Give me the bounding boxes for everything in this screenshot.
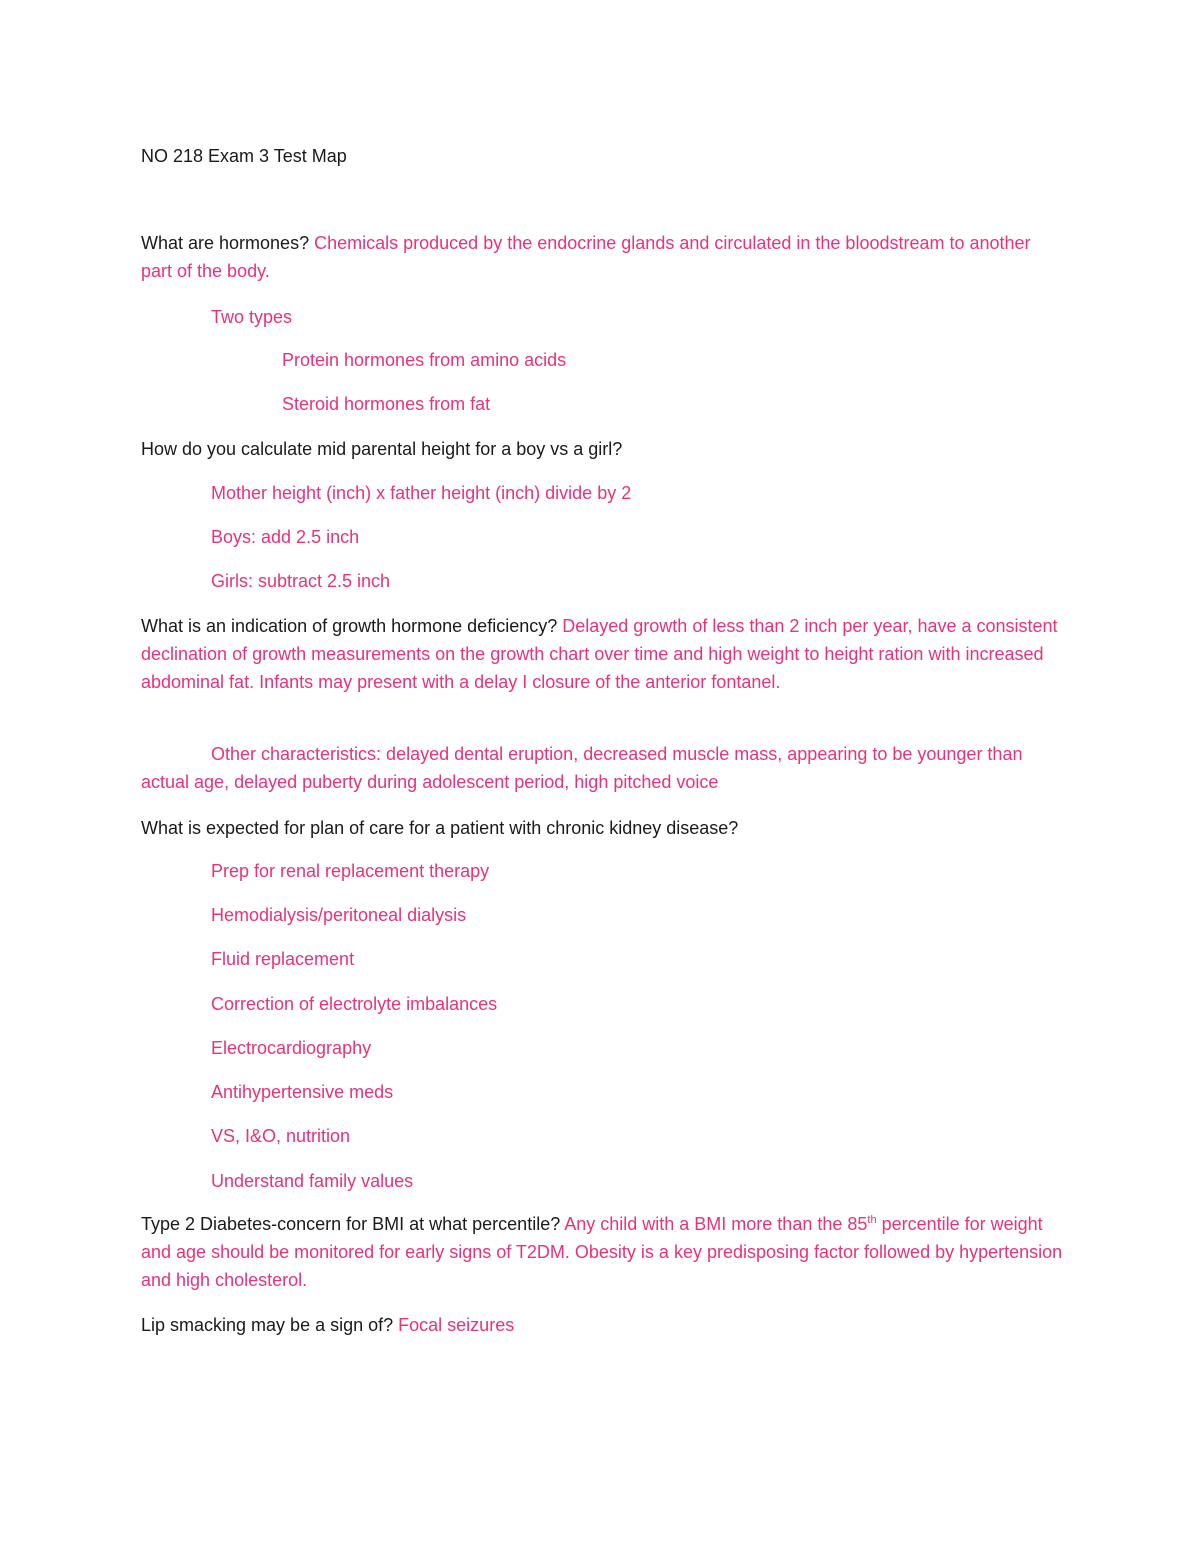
q5-answer-end: percentile for weight and age should be monitored for early signs of T2DM. Obesity is a key predisposing factor followed by hypertension and high cholesterol.: [141, 1214, 1063, 1290]
q4-item: Electrocardiography: [211, 1038, 372, 1058]
q2-question: How do you calculate mid parental height for a boy vs a girl?: [141, 439, 623, 459]
q1-sub-item: Protein hormones from amino acids: [282, 350, 567, 370]
q4-item: Hemodialysis/peritoneal dialysis: [211, 905, 467, 925]
q2-item: Mother height (inch) x father height (inch) divide by 2: [211, 483, 632, 503]
q1-question: What are hormones?: [141, 233, 310, 253]
q5-answer-superscript: th: [867, 1214, 877, 1226]
q6-question: Lip smacking may be a sign of?: [141, 1315, 394, 1335]
q4-item: Fluid replacement: [211, 949, 355, 969]
q4-item: Prep for renal replacement therapy: [211, 861, 490, 881]
q1-block: [141, 229, 1066, 285]
q1-sub-item: Steroid hormones from fat: [282, 394, 491, 414]
q6-answer: Focal seizures: [398, 1315, 515, 1335]
q1-sub-heading: Two types: [211, 307, 293, 327]
q4-item: Antihypertensive meds: [211, 1082, 394, 1102]
q3-question: What is an indication of growth hormone deficiency?: [141, 616, 558, 636]
q3-block: [141, 612, 1066, 696]
q4-question: What is expected for plan of care for a patient with chronic kidney disease?: [141, 818, 739, 838]
q1-answer: Chemicals produced by the endocrine glands and circulated in the bloodstream to another part of the body.: [141, 233, 1031, 281]
q2-item: Girls: subtract 2.5 inch: [211, 571, 391, 591]
doc-title: NO 218 Exam 3 Test Map: [141, 146, 347, 166]
q4-item: Correction of electrolyte imbalances: [211, 994, 498, 1014]
q6-block: [141, 1311, 514, 1339]
q2-item: Boys: add 2.5 inch: [211, 527, 360, 547]
q5-block: [141, 1210, 1066, 1294]
q4-item: Understand family values: [211, 1171, 414, 1191]
q5-question: Type 2 Diabetes-concern for BMI at what percentile?: [141, 1214, 561, 1234]
q5-answer-start: Any child with a BMI more than the 85: [564, 1214, 868, 1234]
q3-answer: Delayed growth of less than 2 inch per year, have a consistent declination of growth measurements on the growth chart over time and high weight to height ration with increased abdominal fat. Infants may present with a delay I closure of the anterior fontanel.: [141, 616, 1058, 692]
q4-item: VS, I&O, nutrition: [211, 1126, 351, 1146]
q3-other: Other characteristics: delayed dental eruption, decreased muscle mass, appearing to be younger than actual age, delayed puberty during adolescent period, high pitched voice: [141, 744, 1023, 792]
